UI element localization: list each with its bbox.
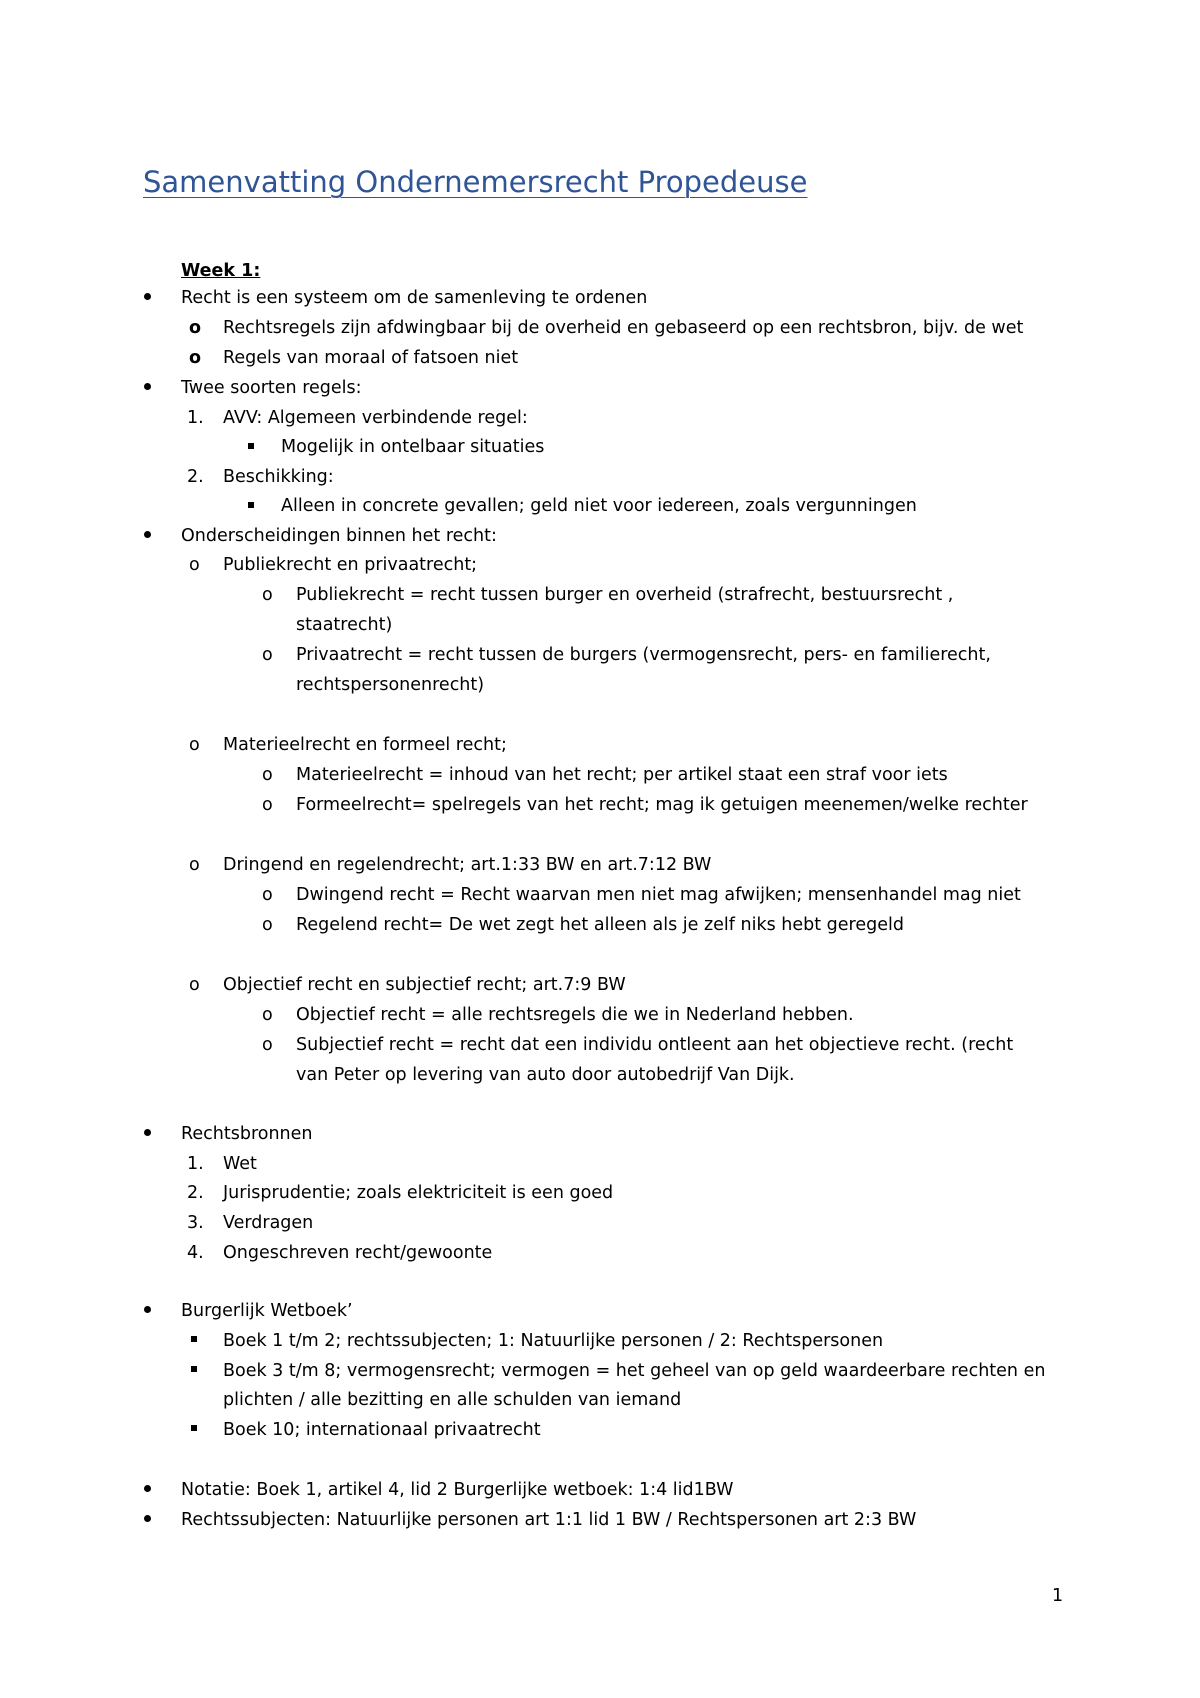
list-item: Rechtsregels zijn afdwingbaar bij de overheid en gebaseerd op een rechtsbron, bijv. de wet bbox=[223, 318, 1024, 338]
number-marker: 4. bbox=[187, 1243, 204, 1263]
bullet-dot bbox=[144, 531, 151, 538]
sub-bullet-marker: o bbox=[189, 855, 200, 875]
list-item: Dringend en regelendrecht; art.1:33 BW en art.7:12 BW bbox=[223, 855, 712, 875]
number-marker: 3. bbox=[187, 1213, 204, 1233]
list-item: Materieelrecht en formeel recht; bbox=[223, 735, 507, 755]
list-item: Verdragen bbox=[223, 1213, 314, 1233]
list-item: Regelend recht= De wet zegt het alleen als je zelf niks hebt geregeld bbox=[296, 915, 904, 935]
list-item: Twee soorten regels: bbox=[181, 378, 362, 398]
list-item: Objectief recht en subjectief recht; art.7:9 BW bbox=[223, 975, 626, 995]
sub-bullet-marker: o bbox=[262, 765, 273, 785]
list-item: Jurisprudentie; zoals elektriciteit is een goed bbox=[223, 1183, 614, 1203]
list-item: AVV: Algemeen verbindende regel: bbox=[223, 408, 528, 428]
list-item: Beschikking: bbox=[223, 467, 334, 487]
sub-bullet-marker: o bbox=[189, 318, 202, 338]
list-item: Notatie: Boek 1, artikel 4, lid 2 Burgerlijke wetboek: 1:4 lid1BW bbox=[181, 1480, 734, 1500]
sub-bullet-marker: o bbox=[262, 915, 273, 935]
list-item: Boek 10; internationaal privaatrecht bbox=[223, 1420, 541, 1440]
list-item: Ongeschreven recht/gewoonte bbox=[223, 1243, 493, 1263]
bullet-dot bbox=[144, 1129, 151, 1136]
sub-bullet-marker: o bbox=[262, 885, 273, 905]
week-heading: Week 1: bbox=[181, 261, 261, 281]
list-item: Publiekrecht = recht tussen burger en overheid (strafrecht, bestuursrecht , bbox=[296, 585, 954, 605]
sub-bullet-marker: o bbox=[189, 348, 202, 368]
number-marker: 2. bbox=[187, 1183, 204, 1203]
list-item: Boek 1 t/m 2; rechtssubjecten; 1: Natuurlijke personen / 2: Rechtspersonen bbox=[223, 1331, 884, 1351]
list-item: Alleen in concrete gevallen; geld niet voor iedereen, zoals vergunningen bbox=[281, 496, 917, 516]
list-item-continued: plichten / alle bezitting en alle schulden van iemand bbox=[223, 1390, 682, 1410]
sub-bullet-marker: o bbox=[262, 1005, 273, 1025]
list-item-continued: staatrecht) bbox=[296, 615, 393, 635]
list-item: Privaatrecht = recht tussen de burgers (vermogensrecht, pers- en familierecht, bbox=[296, 645, 991, 665]
list-item: Burgerlijk Wetboek’ bbox=[181, 1301, 353, 1321]
list-item: Materieelrecht = inhoud van het recht; per artikel staat een straf voor iets bbox=[296, 765, 948, 785]
sub-bullet-marker: o bbox=[189, 555, 200, 575]
bullet-dot bbox=[144, 1485, 151, 1492]
page-number: 1 bbox=[1052, 1586, 1064, 1606]
list-item: Regels van moraal of fatsoen niet bbox=[223, 348, 519, 368]
list-item: Boek 3 t/m 8; vermogensrecht; vermogen = het geheel van op geld waardeerbare rechten en bbox=[223, 1361, 1046, 1381]
square-bullet bbox=[191, 1366, 197, 1372]
list-item-continued: rechtspersonenrecht) bbox=[296, 675, 485, 695]
bullet-dot bbox=[144, 293, 151, 300]
bullet-dot bbox=[144, 383, 151, 390]
bullet-dot bbox=[144, 1306, 151, 1313]
number-marker: 1. bbox=[187, 408, 204, 428]
sub-bullet-marker: o bbox=[262, 795, 273, 815]
list-item: Publiekrecht en privaatrecht; bbox=[223, 555, 478, 575]
list-item: Rechtssubjecten: Natuurlijke personen art 1:1 lid 1 BW / Rechtspersonen art 2:3 BW bbox=[181, 1510, 917, 1530]
document-title: Samenvatting Ondernemersrecht Propedeuse bbox=[143, 165, 808, 199]
list-item: Wet bbox=[223, 1154, 257, 1174]
sub-bullet-marker: o bbox=[189, 975, 200, 995]
list-item: Objectief recht = alle rechtsregels die we in Nederland hebben. bbox=[296, 1005, 854, 1025]
list-item: Rechtsbronnen bbox=[181, 1124, 313, 1144]
list-item: Recht is een systeem om de samenleving te ordenen bbox=[181, 288, 648, 308]
number-marker: 2. bbox=[187, 467, 204, 487]
list-item: Mogelijk in ontelbaar situaties bbox=[281, 437, 545, 457]
list-item-continued: van Peter op levering van auto door autobedrijf Van Dijk. bbox=[296, 1065, 795, 1085]
square-bullet bbox=[248, 502, 254, 508]
list-item: Dwingend recht = Recht waarvan men niet mag afwijken; mensenhandel mag niet bbox=[296, 885, 1021, 905]
sub-bullet-marker: o bbox=[189, 735, 200, 755]
square-bullet bbox=[191, 1425, 197, 1431]
square-bullet bbox=[248, 443, 254, 449]
square-bullet bbox=[191, 1336, 197, 1342]
sub-bullet-marker: o bbox=[262, 645, 273, 665]
sub-bullet-marker: o bbox=[262, 1035, 273, 1055]
list-item: Subjectief recht = recht dat een individu ontleent aan het objectieve recht. (recht bbox=[296, 1035, 1014, 1055]
number-marker: 1. bbox=[187, 1154, 204, 1174]
list-item: Onderscheidingen binnen het recht: bbox=[181, 526, 497, 546]
sub-bullet-marker: o bbox=[262, 585, 273, 605]
list-item: Formeelrecht= spelregels van het recht; mag ik getuigen meenemen/welke rechter bbox=[296, 795, 1028, 815]
bullet-dot bbox=[144, 1515, 151, 1522]
